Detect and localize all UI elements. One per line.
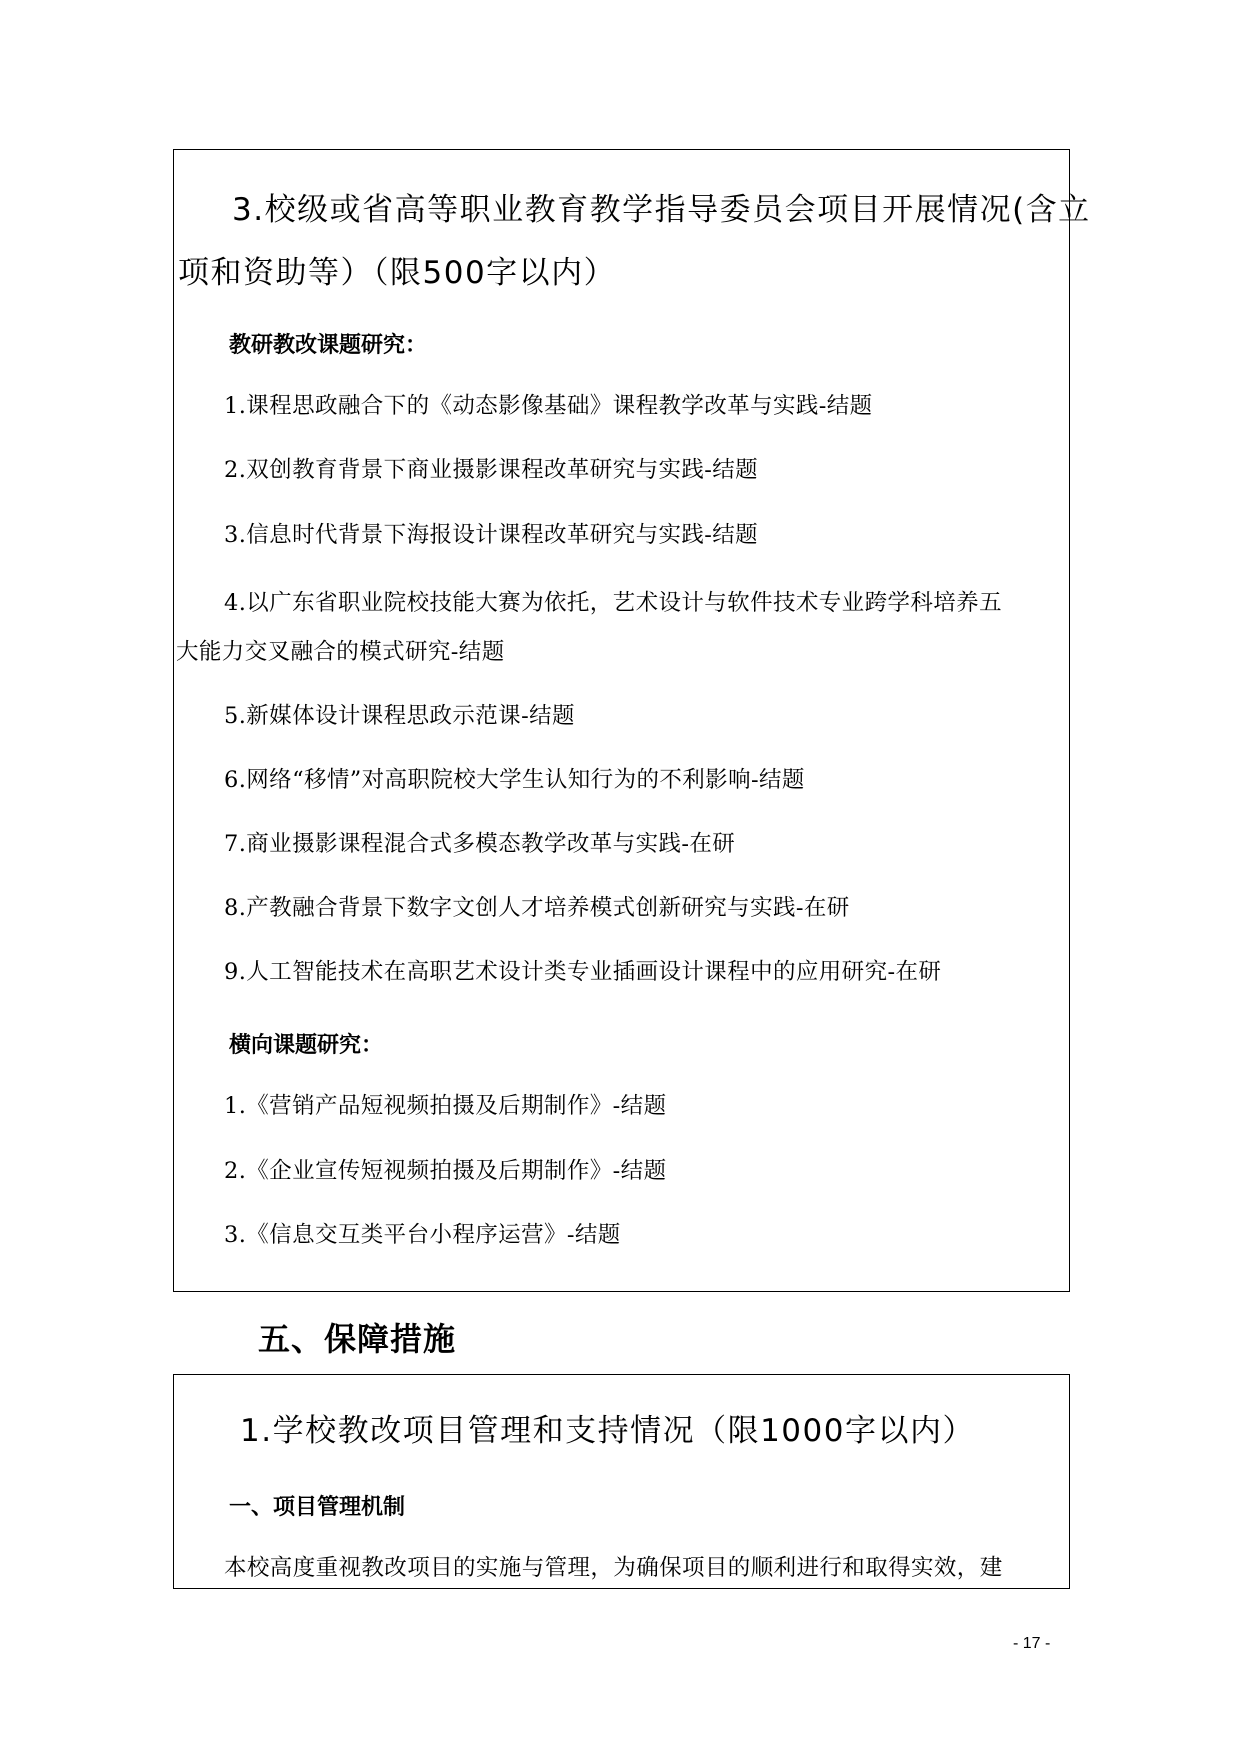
- research-item: 7.商业摄影课程混合式多模态教学改革与实践-在研: [224, 831, 736, 857]
- horizontal-heading: 横向课题研究：: [229, 1033, 384, 1058]
- horizontal-item: 1.《营销产品短视频拍摄及后期制作》-结题: [224, 1093, 667, 1119]
- section3-title-line1: 3.校级或省高等职业教育教学指导委员会项目开展情况(含立: [232, 192, 1091, 228]
- horizontal-item: 2.《企业宣传短视频拍摄及后期制作》-结题: [224, 1158, 667, 1184]
- research-item: 6.网络“移情”对高职院校大学生认知行为的不利影响-结题: [224, 767, 805, 793]
- management-paragraph: 本校高度重视教改项目的实施与管理，为确保项目的顺利进行和取得实效，建: [224, 1555, 1003, 1581]
- research-item: 3.信息时代背景下海报设计课程改革研究与实践-结题: [224, 522, 759, 548]
- research-item: 4.以广东省职业院校技能大赛为依托，艺术设计与软件技术专业跨学科培养五: [224, 590, 1002, 616]
- research-item: 9.人工智能技术在高职艺术设计类专业插画设计课程中的应用研究-在研: [224, 959, 942, 985]
- section5-box-title: 1.学校教改项目管理和支持情况（限1000字以内）: [240, 1413, 975, 1449]
- research-item: 2.双创教育背景下商业摄影课程改革研究与实践-结题: [224, 457, 759, 483]
- research-item: 1.课程思政融合下的《动态影像基础》课程教学改革与实践-结题: [224, 393, 873, 419]
- horizontal-item: 3.《信息交互类平台小程序运营》-结题: [224, 1222, 621, 1248]
- page-number: - 17 -: [1013, 1635, 1051, 1652]
- research-heading: 教研教改课题研究：: [229, 333, 428, 358]
- research-item-continuation: 大能力交叉融合的模式研究-结题: [176, 639, 505, 665]
- research-item: 8.产教融合背景下数字文创人才培养模式创新研究与实践-在研: [224, 895, 850, 921]
- section5-title: 五、保障措施: [258, 1320, 457, 1358]
- research-item: 5.新媒体设计课程思政示范课-结题: [224, 703, 575, 729]
- section3-title-line2: 项和资助等）（限500字以内）: [178, 255, 617, 291]
- project-management-heading: 一、项目管理机制: [229, 1495, 406, 1520]
